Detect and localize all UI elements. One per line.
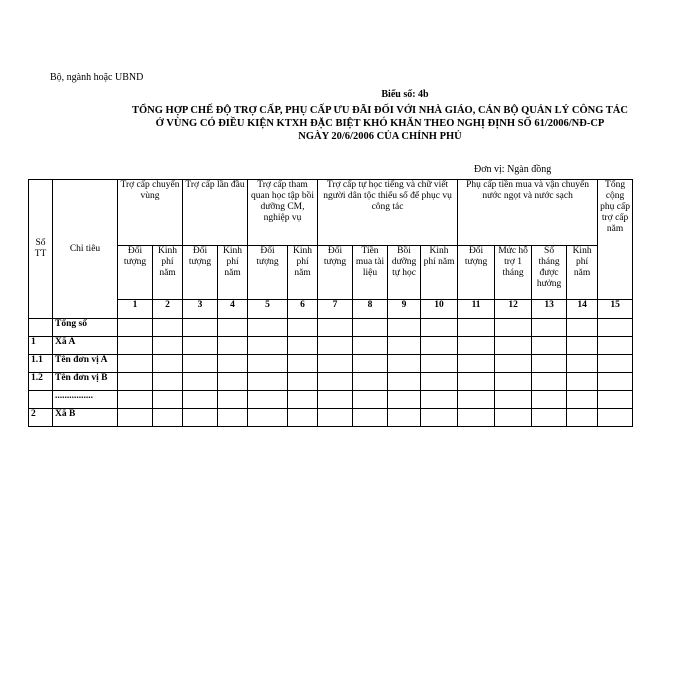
- column-number: 14: [567, 300, 598, 319]
- data-cell[interactable]: [218, 391, 248, 409]
- row-label: Tổng số: [53, 319, 118, 337]
- column-number: 9: [388, 300, 421, 319]
- sub-header: Mức hỗ trợ 1 tháng: [495, 246, 532, 300]
- data-cell[interactable]: [598, 373, 633, 391]
- data-cell[interactable]: [598, 355, 633, 373]
- data-cell[interactable]: [218, 373, 248, 391]
- data-cell[interactable]: [218, 409, 248, 427]
- sub-header: Bồi dưỡng tự học: [388, 246, 421, 300]
- data-cell[interactable]: [218, 355, 248, 373]
- header-row-sub: [29, 246, 633, 300]
- data-cell[interactable]: [421, 319, 458, 337]
- data-cell[interactable]: [353, 319, 388, 337]
- column-number: 8: [353, 300, 388, 319]
- report-title: [80, 104, 680, 143]
- data-cell[interactable]: [248, 391, 288, 409]
- row-stt: [29, 391, 53, 409]
- column-number: 3: [183, 300, 218, 319]
- data-cell[interactable]: [421, 373, 458, 391]
- table-row: [29, 391, 633, 409]
- data-cell[interactable]: [318, 373, 353, 391]
- table-row: [29, 373, 633, 391]
- data-cell[interactable]: [388, 391, 421, 409]
- row-label: Xã B: [53, 409, 118, 427]
- sub-header: Kinh phí năm: [567, 246, 598, 300]
- data-cell[interactable]: [288, 337, 318, 355]
- data-cell[interactable]: [598, 337, 633, 355]
- data-cell[interactable]: [248, 355, 288, 373]
- header-row-groups: [29, 180, 633, 246]
- data-cell[interactable]: [567, 337, 598, 355]
- data-cell[interactable]: [118, 319, 153, 337]
- sub-header: Đối tượng: [248, 246, 288, 300]
- table-row: [29, 319, 633, 337]
- data-cell[interactable]: [153, 391, 183, 409]
- data-cell[interactable]: [218, 319, 248, 337]
- data-cell[interactable]: [495, 391, 532, 409]
- data-cell[interactable]: [567, 373, 598, 391]
- data-cell[interactable]: [248, 409, 288, 427]
- sub-header: Đối tượng: [318, 246, 353, 300]
- sub-header: Đối tượng: [183, 246, 218, 300]
- column-number: 2: [153, 300, 183, 319]
- data-cell[interactable]: [218, 337, 248, 355]
- data-cell[interactable]: [532, 391, 567, 409]
- sub-header: Đối tượng: [458, 246, 495, 300]
- data-cell[interactable]: [388, 319, 421, 337]
- data-cell[interactable]: [153, 355, 183, 373]
- data-cell[interactable]: [421, 337, 458, 355]
- group-header: Trợ cấp tự học tiếng và chữ viết người dân tộc thiểu số để phục vụ công tác: [318, 180, 458, 246]
- title-line-3: NGÀY 20/6/2006 CỦA CHÍNH PHỦ: [298, 131, 462, 142]
- data-cell[interactable]: [153, 319, 183, 337]
- column-number: 5: [248, 300, 288, 319]
- data-cell[interactable]: [353, 337, 388, 355]
- data-cell[interactable]: [495, 355, 532, 373]
- data-cell[interactable]: [495, 409, 532, 427]
- title-line-1: TỔNG HỢP CHẾ ĐỘ TRỢ CẤP, PHỤ CẤP ƯU ĐÃI ĐỐI VỚI NHÀ GIÁO, CÁN BỘ QUẢN LÝ CÔNG TÁC: [132, 105, 628, 116]
- data-cell[interactable]: [353, 409, 388, 427]
- data-cell[interactable]: [458, 409, 495, 427]
- sub-header: Kinh phí năm: [421, 246, 458, 300]
- column-number: 12: [495, 300, 532, 319]
- data-cell[interactable]: [288, 355, 318, 373]
- column-number: 6: [288, 300, 318, 319]
- sub-header: Kinh phí năm: [153, 246, 183, 300]
- data-cell[interactable]: [458, 391, 495, 409]
- data-cell[interactable]: [421, 355, 458, 373]
- col-header-stt: Số TT: [29, 180, 53, 319]
- data-cell[interactable]: [153, 373, 183, 391]
- data-cell[interactable]: [567, 319, 598, 337]
- data-cell[interactable]: [153, 337, 183, 355]
- sub-header: Đối tượng: [118, 246, 153, 300]
- data-cell[interactable]: [318, 319, 353, 337]
- row-stt: 1.1: [29, 355, 53, 373]
- data-cell[interactable]: [183, 373, 218, 391]
- data-cell[interactable]: [532, 337, 567, 355]
- sub-header: Kinh phí năm: [218, 246, 248, 300]
- report-table: [28, 179, 633, 427]
- data-cell[interactable]: [353, 391, 388, 409]
- data-cell[interactable]: [118, 391, 153, 409]
- sub-header: Số tháng được hưởng: [532, 246, 567, 300]
- data-cell[interactable]: [318, 409, 353, 427]
- data-cell[interactable]: [118, 409, 153, 427]
- column-number: 11: [458, 300, 495, 319]
- column-number: 10: [421, 300, 458, 319]
- column-number: 7: [318, 300, 353, 319]
- row-label: Tên đơn vị A: [53, 355, 118, 373]
- group-header: Trợ cấp tham quan học tập bồi dưỡng CM, nghiệp vụ: [248, 180, 318, 246]
- data-cell[interactable]: [388, 337, 421, 355]
- data-cell[interactable]: [532, 373, 567, 391]
- data-cell[interactable]: [353, 373, 388, 391]
- data-cell[interactable]: [458, 355, 495, 373]
- data-cell[interactable]: [598, 409, 633, 427]
- table-row: [29, 409, 633, 427]
- data-cell[interactable]: [567, 355, 598, 373]
- data-cell[interactable]: [598, 391, 633, 409]
- data-cell[interactable]: [248, 373, 288, 391]
- data-rows: [29, 319, 633, 427]
- table-row: [29, 355, 633, 373]
- sub-header: Kinh phí năm: [288, 246, 318, 300]
- data-cell[interactable]: [388, 355, 421, 373]
- data-cell[interactable]: [318, 337, 353, 355]
- data-cell[interactable]: [288, 409, 318, 427]
- currency-unit: Đơn vị: Ngàn đồng: [474, 164, 552, 175]
- data-cell[interactable]: [353, 355, 388, 373]
- data-cell[interactable]: [118, 337, 153, 355]
- data-cell[interactable]: [532, 319, 567, 337]
- row-stt: 1.2: [29, 373, 53, 391]
- data-cell[interactable]: [318, 391, 353, 409]
- data-cell[interactable]: [421, 391, 458, 409]
- data-cell[interactable]: [183, 355, 218, 373]
- data-cell[interactable]: [421, 409, 458, 427]
- group-header: Trợ cấp chuyển vùng: [118, 180, 183, 246]
- data-cell[interactable]: [248, 337, 288, 355]
- data-cell[interactable]: [567, 409, 598, 427]
- column-number: 15: [598, 300, 633, 319]
- row-stt: 1: [29, 337, 53, 355]
- col-header-chitieu: Chỉ tiêu: [53, 180, 118, 319]
- data-cell[interactable]: [567, 391, 598, 409]
- title-line-2: Ở VÙNG CÓ ĐIỀU KIỆN KTXH ĐẶC BIỆT KHÓ KHĂN THEO NGHỊ ĐỊNH SỐ 61/2006/NĐ-CP: [155, 118, 605, 129]
- row-stt: 2: [29, 409, 53, 427]
- data-cell[interactable]: [248, 319, 288, 337]
- data-cell[interactable]: [118, 373, 153, 391]
- data-cell[interactable]: [458, 319, 495, 337]
- data-cell[interactable]: [153, 409, 183, 427]
- row-label: Tên đơn vị B: [53, 373, 118, 391]
- agency-label: Bộ, ngành hoặc UBND: [50, 72, 144, 83]
- group-header: Phụ cấp tiền mua và vận chuyển nước ngọt và nước sạch: [458, 180, 598, 246]
- data-cell[interactable]: [183, 319, 218, 337]
- data-cell[interactable]: [183, 409, 218, 427]
- data-cell[interactable]: [532, 355, 567, 373]
- data-cell[interactable]: [183, 391, 218, 409]
- column-number: 13: [532, 300, 567, 319]
- data-cell[interactable]: [388, 409, 421, 427]
- row-stt: [29, 319, 53, 337]
- data-cell[interactable]: [495, 319, 532, 337]
- data-cell[interactable]: [458, 337, 495, 355]
- row-label: Xã A: [53, 337, 118, 355]
- group-header: Trợ cấp lần đầu: [183, 180, 248, 246]
- data-cell[interactable]: [118, 355, 153, 373]
- data-cell[interactable]: [288, 319, 318, 337]
- data-cell[interactable]: [288, 391, 318, 409]
- data-cell[interactable]: [318, 355, 353, 373]
- column-number: 4: [218, 300, 248, 319]
- data-cell[interactable]: [495, 337, 532, 355]
- data-cell[interactable]: [458, 373, 495, 391]
- sub-header: Tiền mua tài liệu: [353, 246, 388, 300]
- table-row: [29, 337, 633, 355]
- data-cell[interactable]: [495, 373, 532, 391]
- data-cell[interactable]: [183, 337, 218, 355]
- form-number: Biểu số: 4b: [381, 89, 429, 100]
- row-label: ................: [53, 391, 118, 409]
- data-cell[interactable]: [598, 319, 633, 337]
- column-number: 1: [118, 300, 153, 319]
- data-cell[interactable]: [288, 373, 318, 391]
- data-cell[interactable]: [532, 409, 567, 427]
- column-number-row: [29, 300, 633, 319]
- group-header-total: Tổng cộng phụ cấp trợ cấp năm: [598, 180, 633, 300]
- data-cell[interactable]: [388, 373, 421, 391]
